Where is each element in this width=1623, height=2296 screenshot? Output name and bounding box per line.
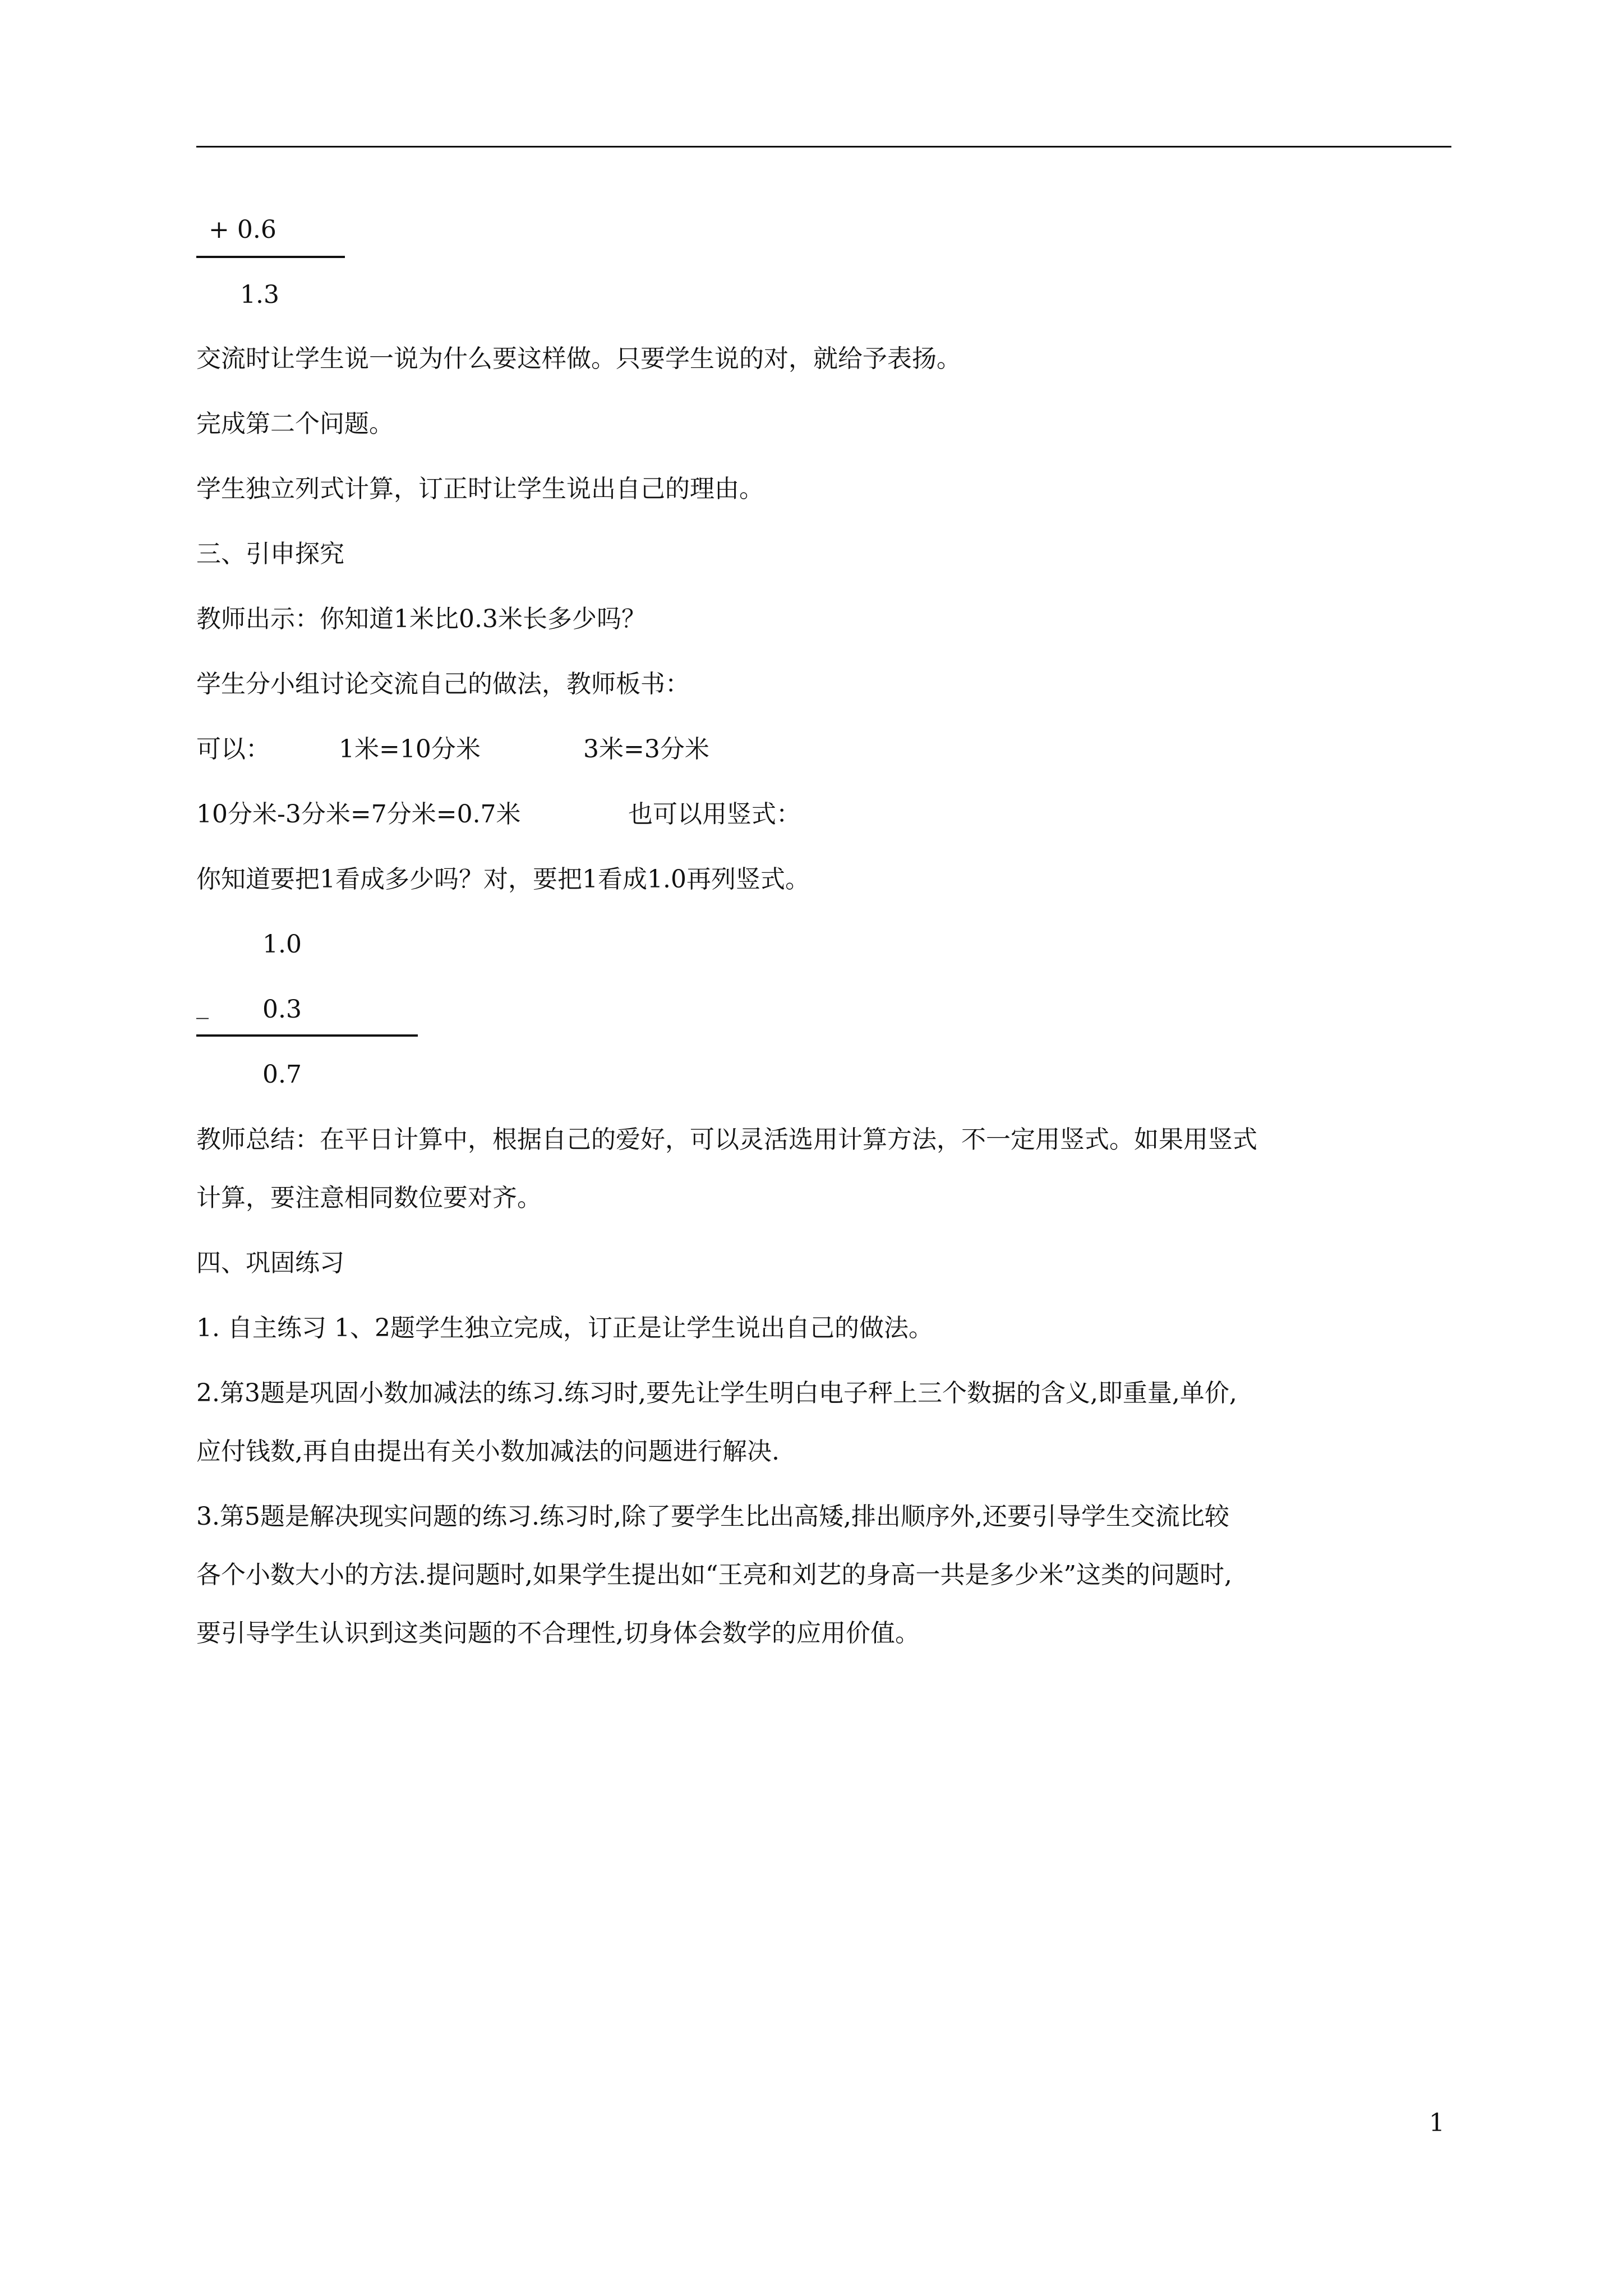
paragraph: 交流时让学生说一说为什么要这样做。只要学生说的对，就给予表扬。	[196, 344, 961, 373]
calc1-addend: + 0.6	[209, 215, 276, 244]
exercise-item-2: 2.第3题是巩固小数加减法的练习.练习时,要先让学生明白电子秤上三个数据的含义,即重量,单价,	[196, 1379, 1237, 1407]
paragraph: 学生分小组讨论交流自己的做法，教师板书：	[196, 670, 690, 698]
paragraph: 学生独立列式计算，订正时让学生说出自己的理由。	[196, 475, 764, 503]
paragraph: 完成第二个问题。	[196, 409, 394, 438]
page-number: 1	[1429, 2109, 1445, 2137]
summary-line: 计算，要注意相同数位要对齐。	[196, 1184, 542, 1212]
exercise-item-3-cont: 要引导学生认识到这类问题的不合理性,切身体会数学的应用价值。	[196, 1619, 920, 1648]
exercise-item-3-cont: 各个小数大小的方法.提问题时,如果学生提出如“王亮和刘艺的身高一共是多少米”这类的问题时,	[196, 1561, 1232, 1589]
calc1-rule	[196, 256, 345, 258]
exercise-item-1: 1. 自主练习 1、2题学生独立完成，订正是让学生说出自己的做法。	[196, 1314, 933, 1342]
calc1-result: 1.3	[240, 280, 279, 309]
section-heading: 三、引申探究	[196, 540, 344, 568]
conversion-1: 1米=10分米	[339, 735, 481, 763]
conversion-2: 3米=3分米	[583, 735, 709, 763]
paragraph: 也可以用竖式：	[628, 800, 801, 829]
calc2-rule	[196, 1034, 418, 1037]
paragraph-label: 可以：	[196, 735, 270, 763]
header-rule	[196, 146, 1451, 148]
paragraph: 你知道要把1看成多少吗？对，要把1看成1.0再列竖式。	[196, 865, 810, 894]
section-heading: 四、巩固练习	[196, 1249, 344, 1277]
calc2-minus-sign: _	[196, 991, 209, 1019]
calc2-minuend: 1.0	[262, 930, 302, 959]
exercise-item-2-cont: 应付钱数,再自由提出有关小数加减法的问题进行解决.	[196, 1437, 780, 1466]
exercise-item-3: 3.第5题是解决现实问题的练习.练习时,除了要学生比出高矮,排出顺序外,还要引导学生交流比较	[196, 1502, 1229, 1531]
summary-line: 教师总结：在平日计算中，根据自己的爱好，可以灵活选用计算方法，不一定用竖式。如果用竖式	[196, 1125, 1257, 1154]
conversion-3: 10分米-3分米=7分米=0.7米	[196, 800, 521, 829]
paragraph: 教师出示：你知道1米比0.3米长多少吗？	[196, 605, 646, 633]
calc2-result: 0.7	[262, 1060, 302, 1089]
calc2-subtrahend: 0.3	[262, 995, 302, 1024]
